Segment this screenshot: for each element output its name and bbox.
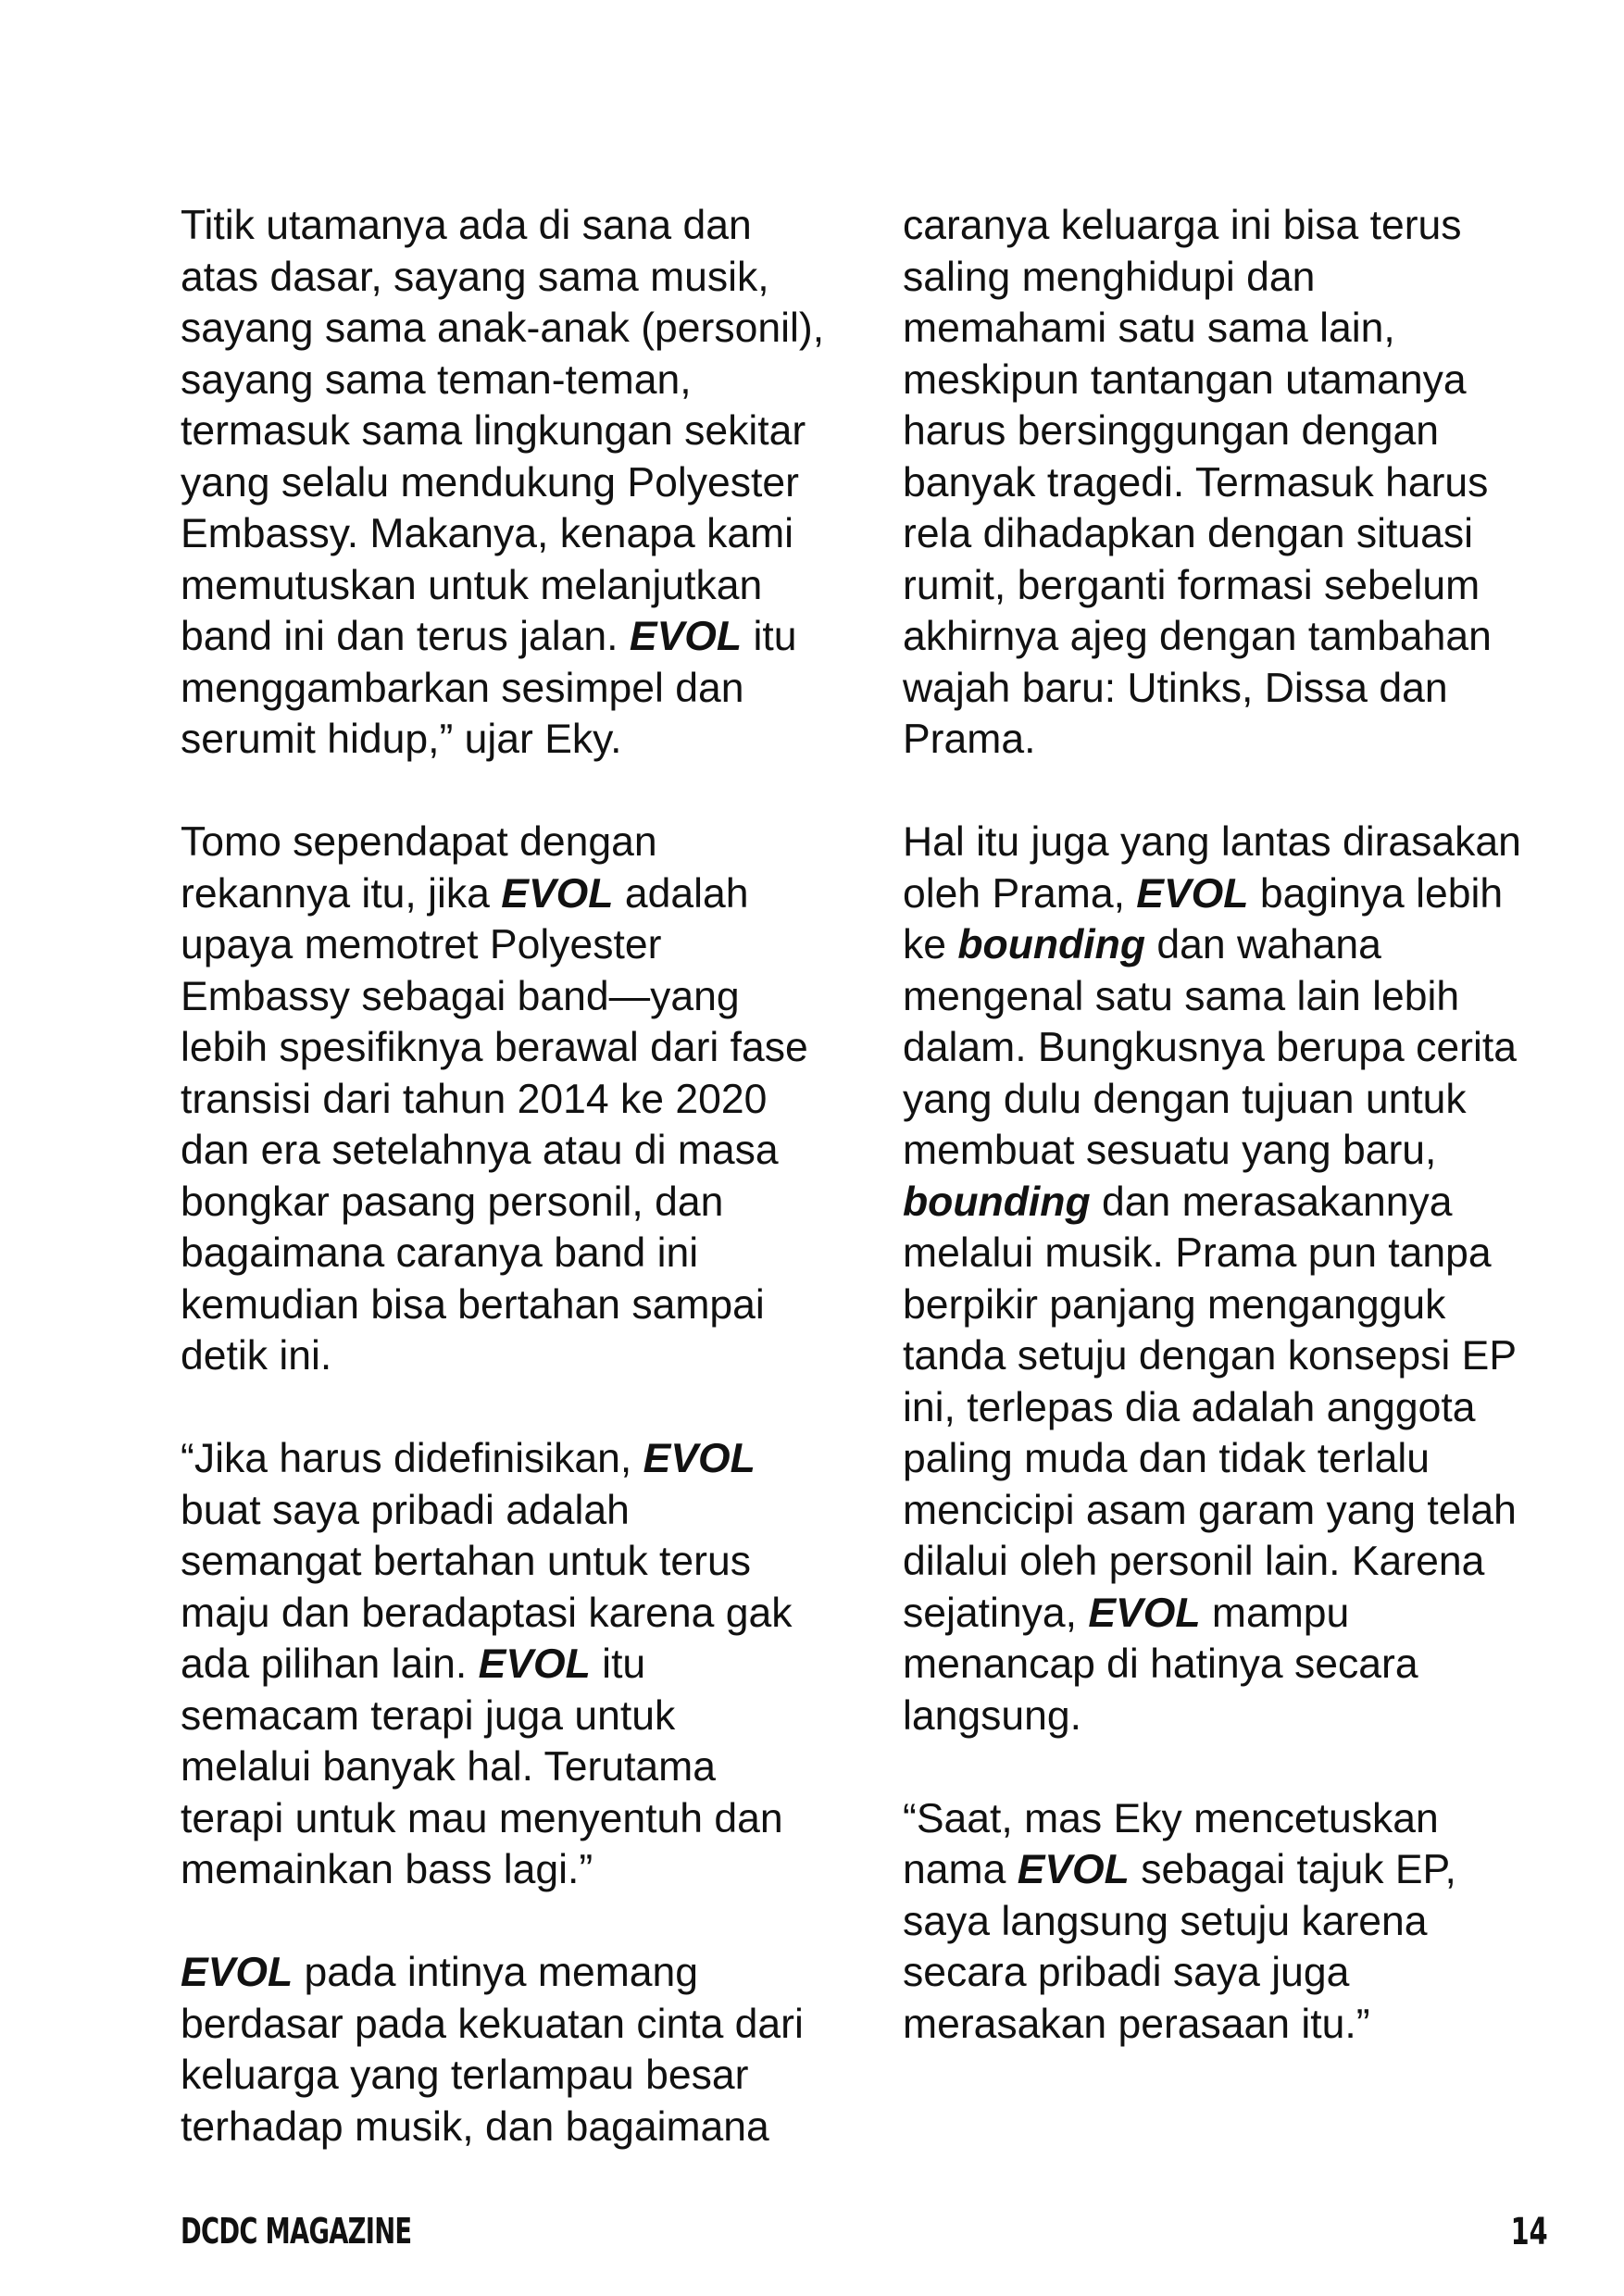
text-line bbox=[903, 1999, 1606, 2051]
body-text: ada pilihan lain. bbox=[181, 1641, 479, 1687]
text-line bbox=[903, 1279, 1606, 1331]
text-line bbox=[181, 1177, 884, 1229]
body-text: menggambarkan sesimpel dan bbox=[181, 665, 744, 711]
body-text: semacam terapi juga untuk bbox=[181, 1692, 676, 1739]
body-text: baginya lebih bbox=[1248, 870, 1504, 917]
text-line bbox=[181, 1485, 884, 1537]
text-line bbox=[181, 1999, 884, 2051]
text-line bbox=[903, 252, 1606, 304]
body-text: paling muda dan tidak terlalu bbox=[903, 1436, 1430, 1481]
text-line bbox=[903, 1074, 1606, 1126]
text-line bbox=[181, 1844, 884, 1896]
body-text: caranya keluarga ini bisa terus bbox=[903, 203, 1462, 248]
body-text: sayang sama teman-teman, bbox=[181, 356, 692, 403]
text-line bbox=[903, 1536, 1606, 1588]
right-column bbox=[903, 200, 1606, 2050]
body-text: yang dulu dengan tujuan untuk bbox=[903, 1076, 1467, 1122]
text-line bbox=[903, 971, 1606, 1023]
text-line bbox=[181, 1639, 884, 1691]
body-text: ke bbox=[903, 922, 958, 967]
body-text: pada intinya memang bbox=[293, 1950, 699, 1995]
text-line bbox=[903, 406, 1606, 457]
emphasis-text: EVOL bbox=[1088, 1590, 1201, 1636]
text-line bbox=[181, 355, 884, 406]
text-line bbox=[181, 406, 884, 457]
body-text: menancap di hatinya secara bbox=[903, 1641, 1418, 1687]
body-text: banyak tragedi. Termasuk harus bbox=[903, 459, 1489, 505]
body-text: keluarga yang terlampau besar bbox=[181, 2053, 749, 2098]
body-text: detik ini. bbox=[181, 1333, 332, 1379]
body-text: terhadap musik, dan bagaimana bbox=[181, 2103, 769, 2150]
body-text: wajah baru: Utinks, Dissa dan bbox=[903, 665, 1448, 711]
body-text: sayang sama anak-anak (personil), bbox=[181, 306, 825, 351]
paragraph bbox=[181, 200, 884, 766]
body-text: memahami satu sama lain, bbox=[903, 306, 1395, 351]
body-text: upaya memotret Polyester bbox=[181, 922, 662, 967]
text-line bbox=[903, 1947, 1606, 1999]
body-text: melalui musik. Prama pun tanpa bbox=[903, 1230, 1492, 1276]
text-line bbox=[181, 817, 884, 868]
left-column bbox=[181, 200, 884, 2152]
text-line bbox=[181, 1330, 884, 1382]
text-line bbox=[181, 200, 884, 252]
page-number: 14 bbox=[1510, 2211, 1548, 2253]
body-text: Prama. bbox=[903, 717, 1036, 762]
body-text: secara pribadi saya juga bbox=[903, 1950, 1350, 1995]
emphasis-text: EVOL bbox=[1017, 1847, 1130, 1892]
body-text: saya langsung setuju karena bbox=[903, 1898, 1428, 1944]
body-text: atas dasar, sayang sama musik, bbox=[181, 254, 769, 300]
body-text: “Saat, mas Eky mencetuskan bbox=[903, 1795, 1439, 1841]
body-text: dalam. Bungkusnya berupa cerita bbox=[903, 1025, 1517, 1070]
body-text: maju dan beradaptasi karena gak bbox=[181, 1590, 793, 1636]
text-line bbox=[181, 560, 884, 612]
body-text: oleh Prama, bbox=[903, 870, 1137, 917]
body-text: rela dihadapkan dengan situasi bbox=[903, 511, 1474, 556]
text-line bbox=[903, 919, 1606, 971]
body-text: lebih spesifiknya berawal dari fase bbox=[181, 1025, 808, 1070]
body-text: langsung. bbox=[903, 1692, 1081, 1739]
text-line bbox=[903, 1022, 1606, 1074]
text-line bbox=[181, 868, 884, 920]
emphasis-text: bounding bbox=[957, 922, 1146, 967]
body-text: tanda setuju dengan konsepsi EP bbox=[903, 1333, 1518, 1379]
body-text: nama bbox=[903, 1847, 1018, 1892]
body-text: bongkar pasang personil, dan bbox=[181, 1179, 724, 1225]
text-line bbox=[903, 1793, 1606, 1845]
emphasis-text: EVOL bbox=[478, 1641, 591, 1687]
body-text: semangat bertahan untuk terus bbox=[181, 1539, 751, 1584]
paragraph bbox=[903, 817, 1606, 1741]
footer-brand: DCDC MAGAZINE bbox=[181, 2211, 412, 2252]
text-line bbox=[903, 663, 1606, 715]
body-text: berdasar pada kekuatan cinta dari bbox=[181, 2001, 804, 2047]
paragraph bbox=[181, 817, 884, 1382]
text-line bbox=[903, 457, 1606, 509]
text-line bbox=[903, 714, 1606, 766]
text-line bbox=[903, 1433, 1606, 1485]
text-line bbox=[181, 2050, 884, 2102]
text-line bbox=[903, 817, 1606, 868]
body-text: harus bersinggungan dengan bbox=[903, 408, 1439, 454]
body-text: dan era setelahnya atau di masa bbox=[181, 1128, 779, 1173]
text-line bbox=[181, 1588, 884, 1640]
text-line bbox=[903, 560, 1606, 612]
body-text: dan wahana bbox=[1145, 922, 1381, 967]
body-text: merasakan perasaan itu.” bbox=[903, 2001, 1370, 2047]
text-line bbox=[181, 1793, 884, 1845]
body-text: berpikir panjang mengangguk bbox=[903, 1281, 1446, 1328]
paragraph bbox=[181, 1947, 884, 2152]
body-text: termasuk sama lingkungan sekitar bbox=[181, 408, 806, 454]
text-line bbox=[181, 971, 884, 1023]
body-text: sejatinya, bbox=[903, 1590, 1089, 1636]
text-line bbox=[181, 303, 884, 355]
body-text: transisi dari tahun 2014 ke 2020 bbox=[181, 1076, 768, 1122]
text-line bbox=[903, 200, 1606, 252]
emphasis-text: EVOL bbox=[181, 1950, 294, 1995]
text-line bbox=[903, 1485, 1606, 1537]
text-line bbox=[903, 1844, 1606, 1896]
text-line bbox=[181, 663, 884, 715]
paragraph bbox=[903, 1793, 1606, 2051]
body-text: dan merasakannya bbox=[1090, 1179, 1453, 1225]
body-text: sebagai tajuk EP, bbox=[1129, 1847, 1456, 1892]
body-text: membuat sesuatu yang baru, bbox=[903, 1128, 1437, 1173]
text-line bbox=[903, 1228, 1606, 1279]
text-line bbox=[903, 1588, 1606, 1640]
text-line bbox=[181, 1536, 884, 1588]
body-text: Embassy sebagai band—yang bbox=[181, 973, 740, 1019]
text-line bbox=[181, 1691, 884, 1742]
text-line bbox=[181, 1022, 884, 1074]
text-line bbox=[903, 1896, 1606, 1948]
emphasis-text: EVOL bbox=[629, 614, 743, 659]
text-line bbox=[181, 1947, 884, 1999]
body-text: melalui banyak hal. Terutama bbox=[181, 1744, 717, 1790]
text-line bbox=[903, 1639, 1606, 1691]
text-line bbox=[181, 1279, 884, 1331]
body-text: terapi untuk mau menyentuh dan bbox=[181, 1795, 783, 1841]
body-text: Embassy. Makanya, kenapa kami bbox=[181, 511, 794, 556]
text-line bbox=[903, 355, 1606, 406]
text-line bbox=[181, 1433, 884, 1485]
text-line bbox=[181, 252, 884, 304]
text-line bbox=[903, 1330, 1606, 1382]
body-text: mampu bbox=[1200, 1590, 1350, 1636]
emphasis-text: EVOL bbox=[501, 870, 614, 917]
body-text: yang selalu mendukung Polyester bbox=[181, 459, 799, 505]
paragraph bbox=[181, 1433, 884, 1896]
body-text: ini, terlepas dia adalah anggota bbox=[903, 1384, 1476, 1430]
body-text: mengenal satu sama lain lebih bbox=[903, 973, 1460, 1019]
body-text: itu bbox=[742, 614, 797, 659]
text-line bbox=[181, 2102, 884, 2153]
body-text: mencicipi asam garam yang telah bbox=[903, 1487, 1517, 1533]
text-line bbox=[181, 714, 884, 766]
text-line bbox=[903, 611, 1606, 663]
text-line bbox=[903, 508, 1606, 560]
emphasis-text: EVOL bbox=[1136, 870, 1249, 917]
paragraph bbox=[903, 200, 1606, 766]
body-text: serumit hidup,” ujar Eky. bbox=[181, 717, 622, 762]
text-line bbox=[181, 611, 884, 663]
text-line bbox=[903, 1177, 1606, 1229]
body-text: Tomo sependapat dengan bbox=[181, 819, 657, 865]
body-text: buat saya pribadi adalah bbox=[181, 1487, 630, 1533]
body-text: band ini dan terus jalan. bbox=[181, 614, 630, 659]
body-text: itu bbox=[590, 1641, 646, 1687]
body-text: dilalui oleh personil lain. Karena bbox=[903, 1539, 1485, 1584]
body-text: bagaimana caranya band ini bbox=[181, 1230, 699, 1276]
text-line bbox=[903, 868, 1606, 920]
text-line bbox=[181, 457, 884, 509]
body-text: “Jika harus didefinisikan, bbox=[181, 1436, 643, 1481]
body-text: rumit, berganti formasi sebelum bbox=[903, 562, 1480, 608]
body-text: kemudian bisa bertahan sampai bbox=[181, 1281, 765, 1328]
body-text: memutuskan untuk melanjutkan bbox=[181, 562, 763, 608]
body-text: akhirnya ajeg dengan tambahan bbox=[903, 614, 1492, 659]
body-text: meskipun tantangan utamanya bbox=[903, 356, 1467, 403]
text-line bbox=[903, 1125, 1606, 1177]
text-line bbox=[181, 1228, 884, 1279]
text-line bbox=[903, 1691, 1606, 1742]
text-line bbox=[903, 1382, 1606, 1434]
body-text: rekannya itu, jika bbox=[181, 870, 502, 917]
body-text: saling menghidupi dan bbox=[903, 254, 1316, 300]
body-text: adalah bbox=[613, 870, 749, 917]
text-line bbox=[181, 1074, 884, 1126]
text-line bbox=[181, 508, 884, 560]
text-line bbox=[181, 1125, 884, 1177]
text-line bbox=[181, 1741, 884, 1793]
text-line bbox=[903, 303, 1606, 355]
text-line bbox=[181, 919, 884, 971]
body-text: Hal itu juga yang lantas dirasakan bbox=[903, 819, 1521, 865]
body-text: Titik utamanya ada di sana dan bbox=[181, 203, 752, 248]
body-text: memainkan bass lagi.” bbox=[181, 1847, 593, 1892]
emphasis-text: bounding bbox=[903, 1179, 1091, 1225]
emphasis-text: EVOL bbox=[643, 1436, 756, 1481]
